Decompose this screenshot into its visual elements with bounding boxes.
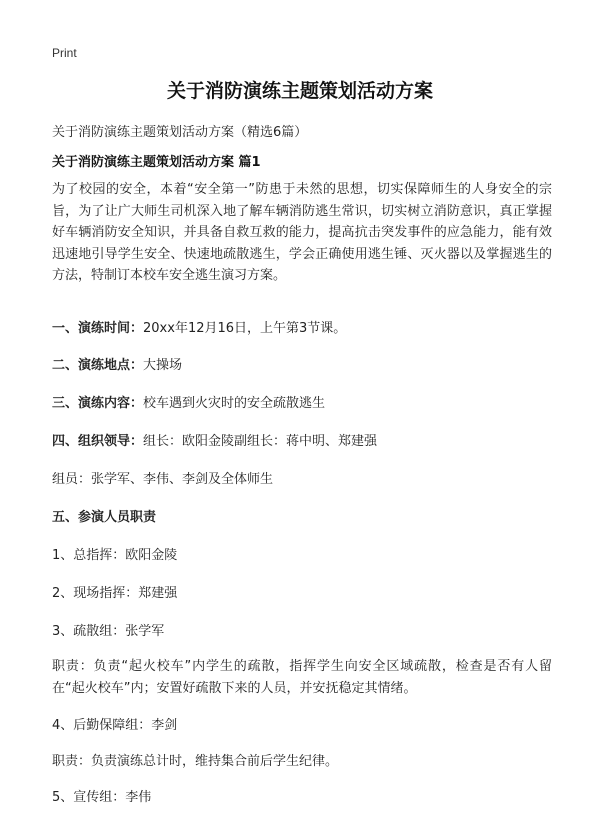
subtitle: 关于消防演练主题策划活动方案（精选6篇）: [52, 125, 308, 140]
drill-place-line: [52, 354, 552, 373]
duty-3-description: 职责：负责“起火校车”内学生的疏散，指挥学生向安全区域疏散，检查是否有人留在“起火校车”内；安置好疏散下来的人员，并安抚稳定其情绪。: [52, 659, 552, 696]
leader-value: 组长：欧阳金陵副组长：蒋中明、郑建强: [143, 434, 378, 449]
drill-time-value: 20xx年12月16日，上午第3节课。: [143, 321, 347, 336]
drill-content-line: [52, 392, 552, 411]
duties-heading: 五、参演人员职责: [52, 510, 157, 525]
duty-5: 5、宣传组：李伟: [52, 790, 152, 805]
drill-content-label: 三、演练内容：: [52, 396, 144, 411]
print-link[interactable]: Print: [52, 46, 77, 60]
duty-4-description: 职责：负责演练总计时，维持集合前后学生纪律。: [52, 754, 339, 769]
duty-1: 1、总指挥：欧阳金陵: [52, 548, 178, 563]
drill-time-line: [52, 317, 552, 336]
leader-line: [52, 430, 552, 449]
drill-place-label: 二、演练地点：: [52, 358, 144, 373]
duty-3: 3、疏散组：张学军: [52, 624, 165, 639]
page-title: 关于消防演练主题策划活动方案: [166, 80, 433, 102]
drill-time-label: 一、演练时间：: [52, 321, 144, 336]
section-title: 关于消防演练主题策划活动方案 篇1: [52, 155, 261, 170]
members-line: 组员：张学军、李伟、李剑及全体师生: [52, 472, 274, 487]
duty-4: 4、后勤保障组：李剑: [52, 718, 178, 733]
leader-label: 四、组织领导：: [52, 434, 144, 449]
drill-content-value: 校车遇到火灾时的安全疏散逃生: [143, 396, 326, 411]
intro-paragraph: 为了校园的安全，本着“安全第一”防患于未然的思想，切实保障师生的人身安全的宗旨，为了让广大师生司机深入地了解车辆消防逃生常识，切实树立消防意识，真正掌握好车辆消防安全知识，并具备自救互救的能力，提高抗击突发事件的应急能力，能有效迅速地引导学生安全、快速地疏散逃生，学会正确使用逃生锤、灭火器以及掌握逃生的方法，特制订本校车安全逃生演习方案。: [52, 182, 552, 283]
duty-2: 2、现场指挥：郑建强: [52, 586, 178, 601]
drill-place-value: 大操场: [143, 358, 183, 373]
